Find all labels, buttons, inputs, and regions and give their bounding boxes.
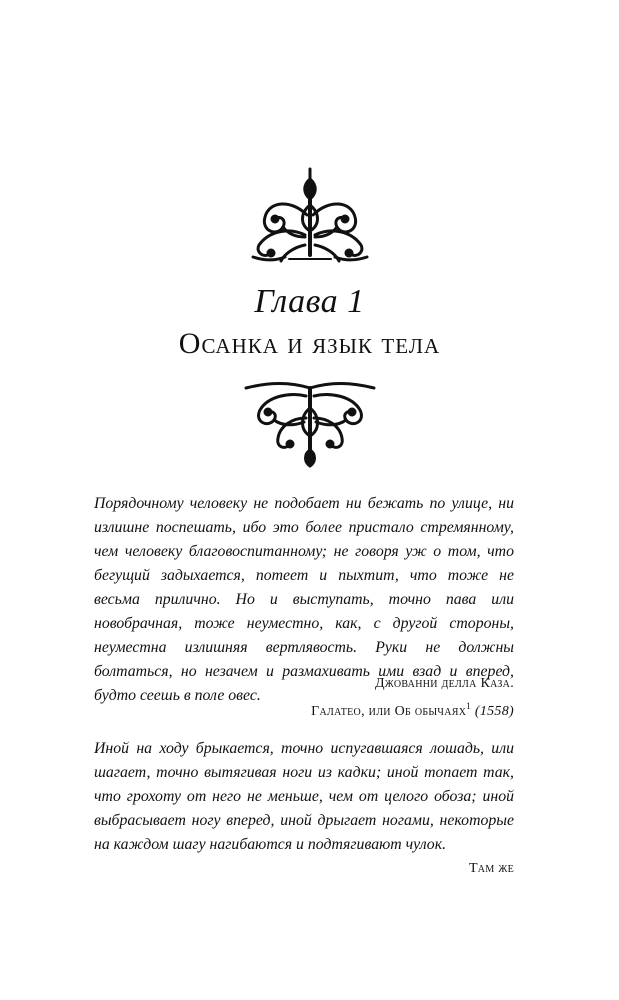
epigraph-author — [94, 673, 514, 695]
epigraph-work — [94, 695, 514, 723]
epigraph-quote-2: Иной на ходу брыкается, точно испугавшаяся лошадь, или шагает, точно вытягивая ноги из кадки; иной топает так, что грохоту от него не меньше, чем от целого обоза; иной выбрасывает ногу вперед, иной дрыгает ногами, некоторые на каждом шагу нагибаются и подтягивают чулок. — [94, 740, 514, 853]
work-title: Галатео, или Об обычаях — [311, 704, 467, 719]
ornament-bottom-icon — [0, 378, 619, 468]
ornament-top-icon — [0, 165, 619, 265]
author-name: Джованни делла Каза. — [374, 676, 514, 691]
epigraph-source — [94, 858, 514, 880]
work-year: (1558) — [474, 704, 514, 719]
epigraph-quote-1: Порядочному человеку не подобает ни бежать по улице, ни излишне поспешать, ибо это более пристало стремянному, чем человеку благовоспитанному; не говоря уж о том, что бегущий задыхается, потеет и пыхтит, что тоже не весьма прилично. Но и выступать, точно пава или новобрачная, тоже неуместно, как, с другой стороны, неуместна излишняя вертлявость. Руки не должны болтаться, но незачем и размахивать ими взад и вперед, будто сеешь в поле овес. — [94, 495, 514, 704]
chapter-number: Глава 1 — [254, 283, 365, 320]
footnote-mark[interactable]: 1 — [466, 701, 472, 711]
chapter-title: Осанка и язык тела — [178, 327, 441, 360]
source-label: Там же — [468, 861, 514, 876]
